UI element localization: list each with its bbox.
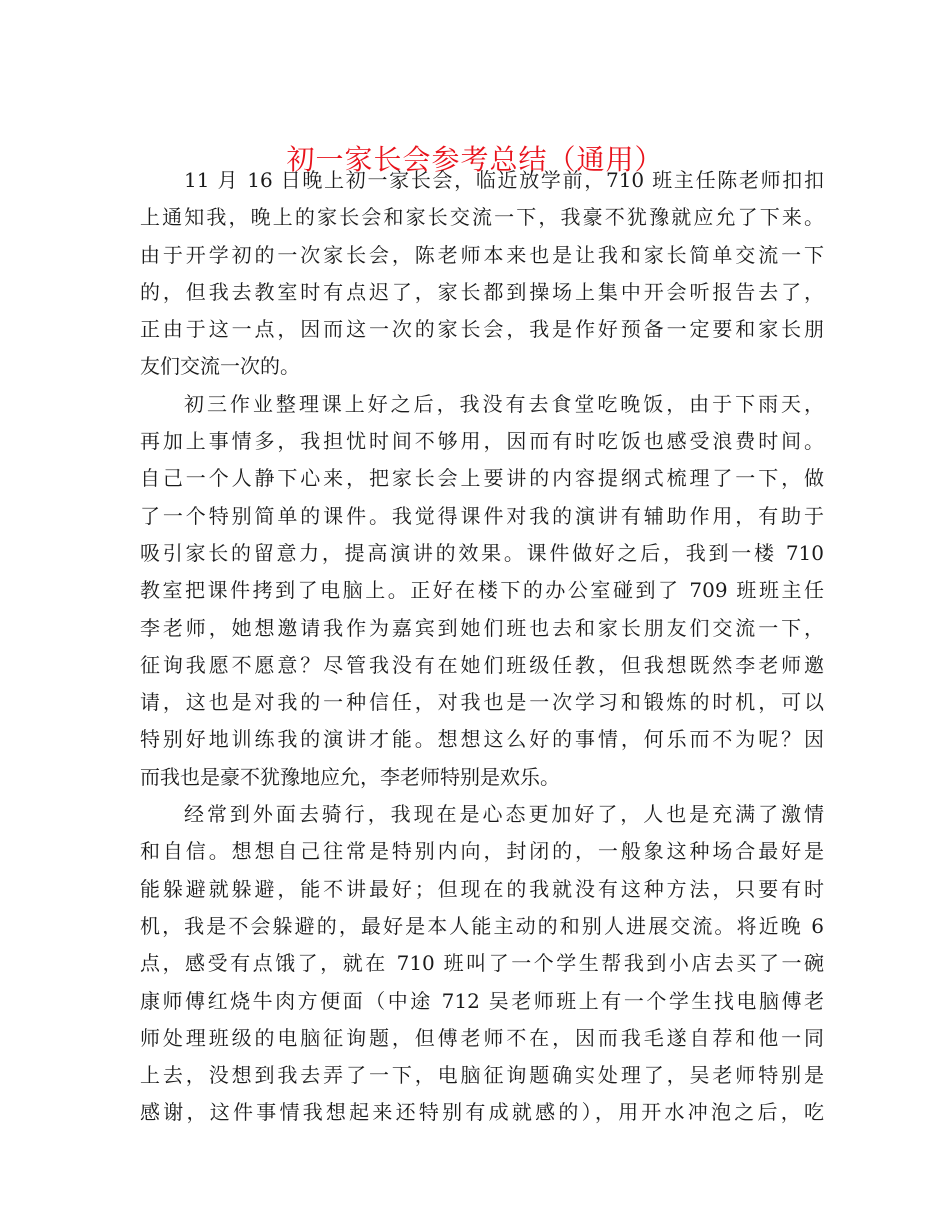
text-line: 教室把课件拷到了电脑上。正好在楼下的办公室碰到了 709 班班主任	[140, 578, 824, 603]
text-line: 由于开学初的一次家长会，陈老师本来也是让我和家长简单交流一下	[140, 242, 824, 267]
text-line: 而我也是豪不犹豫地应允，李老师特别是欢乐。	[140, 764, 560, 789]
text-line: 正由于这一点，因而这一次的家长会，我是作好预备一定要和家长朋	[140, 317, 824, 342]
text-line: 上通知我，晚上的家长会和家长交流一下，我豪不犹豫就应允了下来。	[140, 205, 824, 230]
text-line: 康师傅红烧牛肉方便面（中途 712 吴老师班上有一个学生找电脑傅老	[140, 988, 824, 1013]
paragraph-1	[140, 162, 824, 386]
text-line: 再加上事情多，我担忧时间不够用，因而有时吃饭也感受浪费时间。	[140, 429, 824, 454]
text-line: 友们交流一次的。	[140, 354, 300, 379]
text-line: 师处理班级的电脑征询题，但傅老师不在，因而我毛遂自荐和他一同	[140, 1025, 824, 1050]
text-line: 特别好地训练我的演讲才能。想想这么好的事情，何乐而不为呢？因	[140, 727, 824, 752]
text-line: 11 月 16 日晚上初一家长会，临近放学前，710 班主任陈老师扣扣	[184, 168, 824, 192]
text-line: 和自信。想想自己往常是特别内向，封闭的，一般象这种场合最好是	[140, 839, 824, 864]
text-line: 点，感受有点饿了，就在 710 班叫了一个学生帮我到小店去买了一碗	[140, 951, 824, 976]
text-line: 自己一个人静下心来，把家长会上要讲的内容提纲式梳理了一下，做	[140, 466, 824, 491]
text-line: 李老师，她想邀请我作为嘉宾到她们班也去和家长朋友们交流一下，	[140, 615, 824, 640]
text-line: 吸引家长的留意力，提高演讲的效果。课件做好之后，我到一楼 710	[140, 540, 824, 565]
paragraph-3	[140, 796, 824, 1132]
text-line: 请，这也是对我的一种信任，对我也是一次学习和锻炼的时机，可以	[140, 690, 824, 715]
text-line: 能躲避就躲避，能不讲最好；但现在的我就没有这种方法，只要有时	[140, 876, 824, 901]
text-line: 征询我愿不愿意？尽管我没有在她们班级任教，但我想既然李老师邀	[140, 652, 824, 677]
text-line: 初三作业整理课上好之后，我没有去食堂吃晚饭，由于下雨天，	[184, 391, 824, 416]
text-line: 感谢，这件事情我想起来还特别有成就感的），用开水冲泡之后，吃	[140, 1100, 824, 1125]
paragraph-2	[140, 386, 824, 796]
text-line: 的，但我去教室时有点迟了，家长都到操场上集中开会听报告去了，	[140, 279, 824, 304]
text-line: 上去，没想到我去弄了一下，电脑征询题确实处理了，吴老师特别是	[140, 1063, 824, 1088]
document-title: 初一家长会参考总结（通用）	[286, 142, 664, 176]
text-line: 机，我是不会躲避的，最好是本人能主动的和别人进展交流。将近晚 6	[140, 913, 824, 938]
text-line: 了一个特别简单的课件。我觉得课件对我的演讲有辅助作用，有助于	[140, 503, 824, 528]
document-body	[140, 162, 824, 1132]
text-line: 经常到外面去骑行，我现在是心态更加好了，人也是充满了激情	[184, 802, 824, 827]
